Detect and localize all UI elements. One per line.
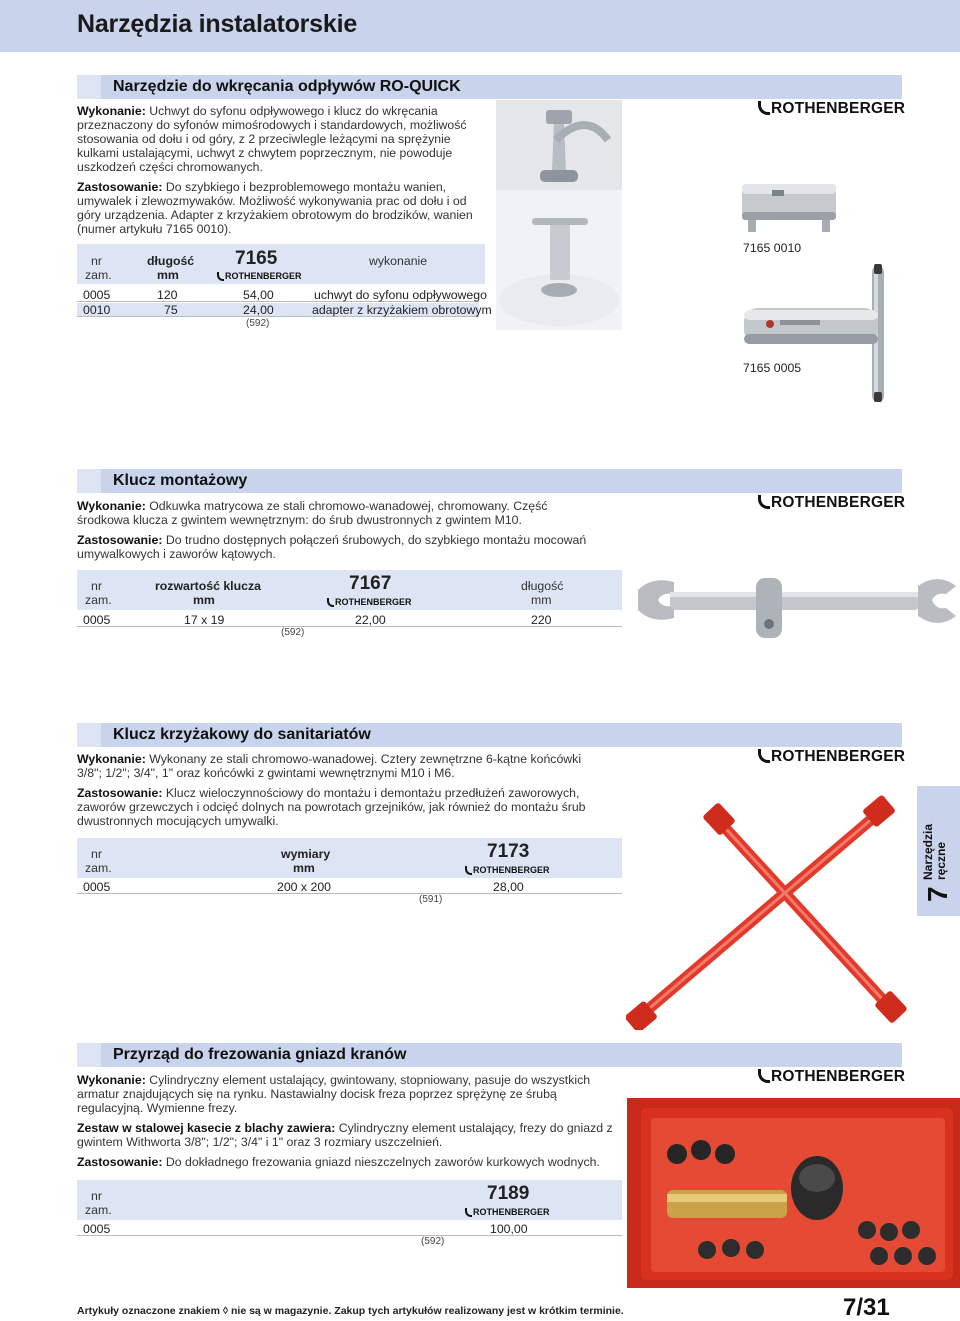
table-header-7173: nr zam. wymiary mm 7173 ROTHENBERGER xyxy=(77,838,622,878)
section-header-klucz-krzyzakowy xyxy=(77,723,902,747)
section-title: Klucz montażowy xyxy=(113,472,248,489)
adapter-photo xyxy=(738,176,838,234)
rothenberger-logo: ROTHENBERGER xyxy=(758,100,905,118)
section-header-klucz-montazowy xyxy=(77,469,902,493)
table-header-7189: nr zam. 7189 ROTHENBERGER xyxy=(77,1180,622,1220)
table-row: 0005 100,00 xyxy=(77,1222,622,1236)
rothenberger-logo: ROTHENBERGER xyxy=(758,494,905,512)
price-group: (592) xyxy=(421,1236,445,1247)
table-row: 0005 120 54,00 uchwyt do syfonu odpływowego xyxy=(77,288,479,302)
section-title: Przyrząd do frezowania gniazd kranów xyxy=(113,1046,407,1063)
cross-wrench-photo xyxy=(626,790,916,1030)
table-row: 0005 17 x 19 22,00 220 xyxy=(77,613,622,627)
section-description: Wykonanie: Cylindryczny element ustalający, gwintowany, stopniowany, pasuje do wszystkich armatur znajdujących się na rynku. Nastawialny docisk freza poprzez sprężynę ze śrubą regulacyjną. Wymienne frezy. Zestaw w stalowej kasecie z blachy zawiera: Cylindryczny element ustalający, frezy do gniazd z gwintem Withworta 3/8"; 1/2"; 3/4" i 1" oraz 3 rozmiary uszczelnień. Zastosowanie: Do dokładnego frezowania gniazd nieszczelnych zaworów kurkowych wodnych. xyxy=(77,1073,613,1169)
section-description: Wykonanie: Uchwyt do syfonu odpływowego i klucz do wkręcania przeznaczony do syfonów mimośrodowych i standardowych, możliwość stosowania od dołu i od góry, z 2 przeciwlegle leżącymi na sprężynie kulkami ustalającymi, uchwyt z chwytem poprzecznym, nie powoduje uszkodzeń części chromowanych. Zastosowanie: Do szybkiego i bezproblemowego montażu wanien, umywalek i zlewozmywaków. Możliwość wykonywania prac od dołu i od góry urządzenia. Adapter z krzyżakiem obrotowym do brodzików, wanien (numer artykułu 7165 0010). xyxy=(77,104,473,236)
t-handle-holder-photo xyxy=(740,264,910,404)
table-header-7167: nr zam. rozwartość klucza mm 7167 ROTHENBERGER długość mm xyxy=(77,570,622,610)
section-title: Klucz krzyżakowy do sanitariatów xyxy=(113,726,371,743)
table-row: 0010 75 24,00 adapter z krzyżakiem obrotowym xyxy=(77,303,479,317)
table-row: 0005 200 x 200 28,00 xyxy=(77,880,622,894)
page-title: Narzędzia instalatorskie xyxy=(77,10,358,38)
page-number: 7/31 xyxy=(843,1294,890,1321)
price-group: (592) xyxy=(246,318,270,329)
rothenberger-logo: ROTHENBERGER xyxy=(758,748,905,766)
assembly-wrench-photo xyxy=(634,568,960,644)
price-group: (591) xyxy=(419,894,443,905)
page-header xyxy=(0,0,960,52)
section-title: Narzędzie do wkręcania odpływów RO-QUICK xyxy=(113,78,461,95)
rothenberger-logo: ROTHENBERGER xyxy=(758,1068,905,1086)
section-description: Wykonanie: Wykonany ze stali chromowo-wanadowej. Cztery zewnętrzne 6-kątne końcówki 3/8"; 1/2"; 3/4", 1" oraz końcówki z gwintami wewnętrznymi M10 i M6. Zastosowanie: Klucz wieloczynnościowy do montażu i demontażu przedłużeń zaworowych, zaworów grzewczych i odcięć dolnych na powrotach grzejników, jak również do montażu śrub dwustronnych mocujących umywalki. xyxy=(77,752,586,828)
table-header-7165: nr zam. długość mm 7165 ROTHENBERGER wykonanie xyxy=(77,244,485,284)
section-header-przyrzad-frezowania xyxy=(77,1043,902,1067)
price-group: (592) xyxy=(281,627,305,638)
faucet-photo xyxy=(496,100,622,330)
milling-kit-case-photo xyxy=(627,1098,960,1288)
section-description: Wykonanie: Odkuwka matrycowa ze stali chromowo-wanadowej, chromowany. Część środkowa klucza z gwintem wewnętrznym: do śrub dwustronnych z gwintem M10. Zastosowanie: Do trudno dostępnych połączeń śrubowych, do szybkiego montażu mocowań umywalkowych i zaworów kątowych. xyxy=(77,499,587,561)
section-header-ro-quick xyxy=(77,75,902,99)
footer-note: Artykuły oznaczone znakiem ◊ nie są w magazynie. Zakup tych artykułów realizowany jest w krótkim terminie. xyxy=(77,1305,624,1317)
caption-7165-0010: 7165 0010 xyxy=(743,241,802,255)
chapter-tab: 7 Narzędzia ręczne xyxy=(917,786,960,916)
caption-7165-0005: 7165 0005 xyxy=(743,361,802,375)
